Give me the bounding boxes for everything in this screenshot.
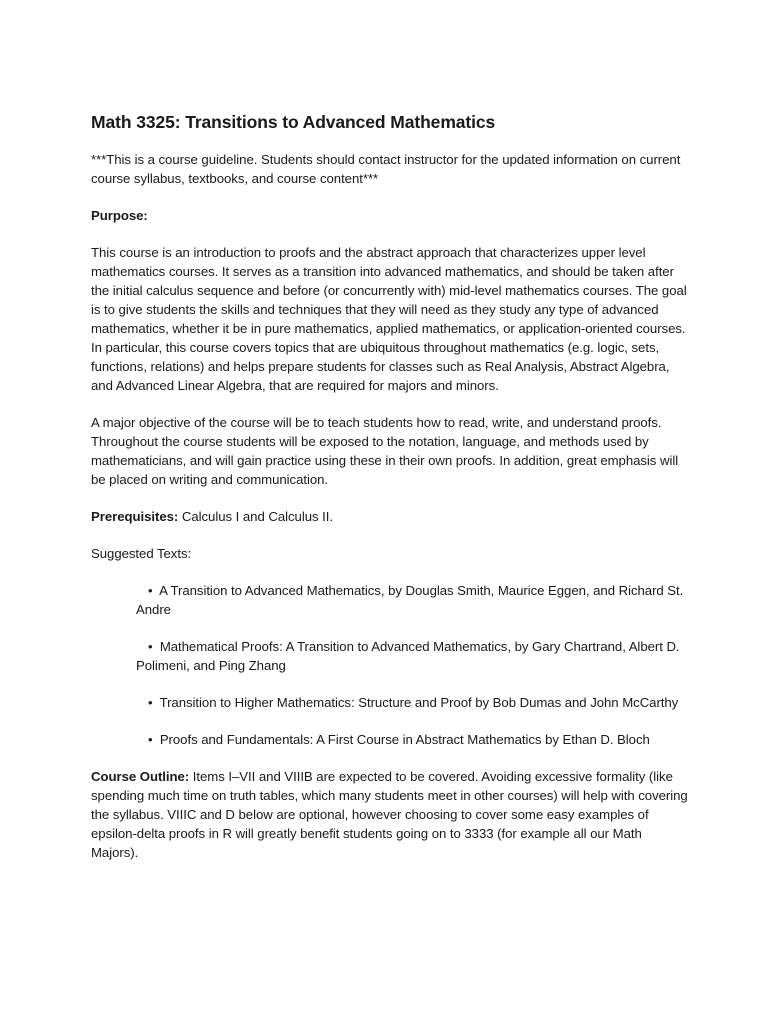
prerequisites-text: Calculus I and Calculus II. (178, 509, 333, 524)
purpose-heading: Purpose: (91, 208, 148, 223)
course-outline-text: Items I–VII and VIIIB are expected to be covered. Avoiding excessive formality (like spending much time on truth tables, which many students meet in other courses) will help with covering the syllabus. VIIIC and D below are optional, however choosing to cover some easy examples of epsilon-delta proofs in R will greatly benefit students going on to 3333 (for example all our Math Majors). (91, 769, 688, 860)
bullet-icon: • (148, 583, 153, 598)
list-item-text: • A Transition to Advanced Mathematics, by Douglas Smith, Maurice Eggen, and Richard St. Andre (136, 583, 684, 617)
bullet-icon: • (148, 732, 153, 747)
list-item (91, 693, 691, 712)
course-outline-label: Course Outline: (91, 769, 190, 784)
list-item-text: • Transition to Higher Mathematics: Structure and Proof by Bob Dumas and John McCarthy (148, 695, 679, 710)
document-title: Math 3325: Transitions to Advanced Mathematics (91, 112, 496, 132)
document-page (91, 108, 691, 880)
list-item (91, 581, 691, 619)
prerequisites-label: Prerequisites: (91, 509, 179, 524)
purpose-paragraph-2: A major objective of the course will be to teach students how to read, write, and understand proofs. Throughout the course students will be exposed to the notation, language, and methods used by mathematicians, and will gain practice using these in their own proofs. In addition, great emphasis will be placed on writing and communication. (91, 415, 679, 487)
prerequisites (91, 507, 691, 526)
list-item (91, 637, 691, 675)
list-item-text: • Mathematical Proofs: A Transition to Advanced Mathematics, by Gary Chartrand, Albert D. Polimeni, and Ping Zhang (136, 639, 680, 673)
suggested-texts-list (91, 581, 691, 749)
bullet-icon: • (148, 695, 153, 710)
course-outline (91, 767, 691, 862)
purpose-paragraph-1: This course is an introduction to proofs and the abstract approach that characterizes upper level mathematics courses. It serves as a transition into advanced mathematics, and should be taken after the initial calculus sequence and before (or concurrently with) mid-level mathematics courses. The goal is to give students the skills and techniques that they will need as they study any type of advanced mathematics, whether it be in pure mathematics, applied mathematics, or application-oriented courses. In particular, this course covers topics that are ubiquitous throughout mathematics (e.g. logic, sets, functions, relations) and helps prepare students for classes such as Real Analysis, Abstract Algebra, and Advanced Linear Algebra, that are required for majors and minors. (91, 245, 687, 393)
list-item (91, 730, 691, 749)
suggested-texts-heading: Suggested Texts: (91, 546, 192, 561)
course-notice: ***This is a course guideline. Students should contact instructor for the updated information on current course syllabus, textbooks, and course content*** (91, 152, 681, 186)
bullet-icon: • (148, 639, 153, 654)
list-item-text: • Proofs and Fundamentals: A First Course in Abstract Mathematics by Ethan D. Bloch (148, 732, 650, 747)
